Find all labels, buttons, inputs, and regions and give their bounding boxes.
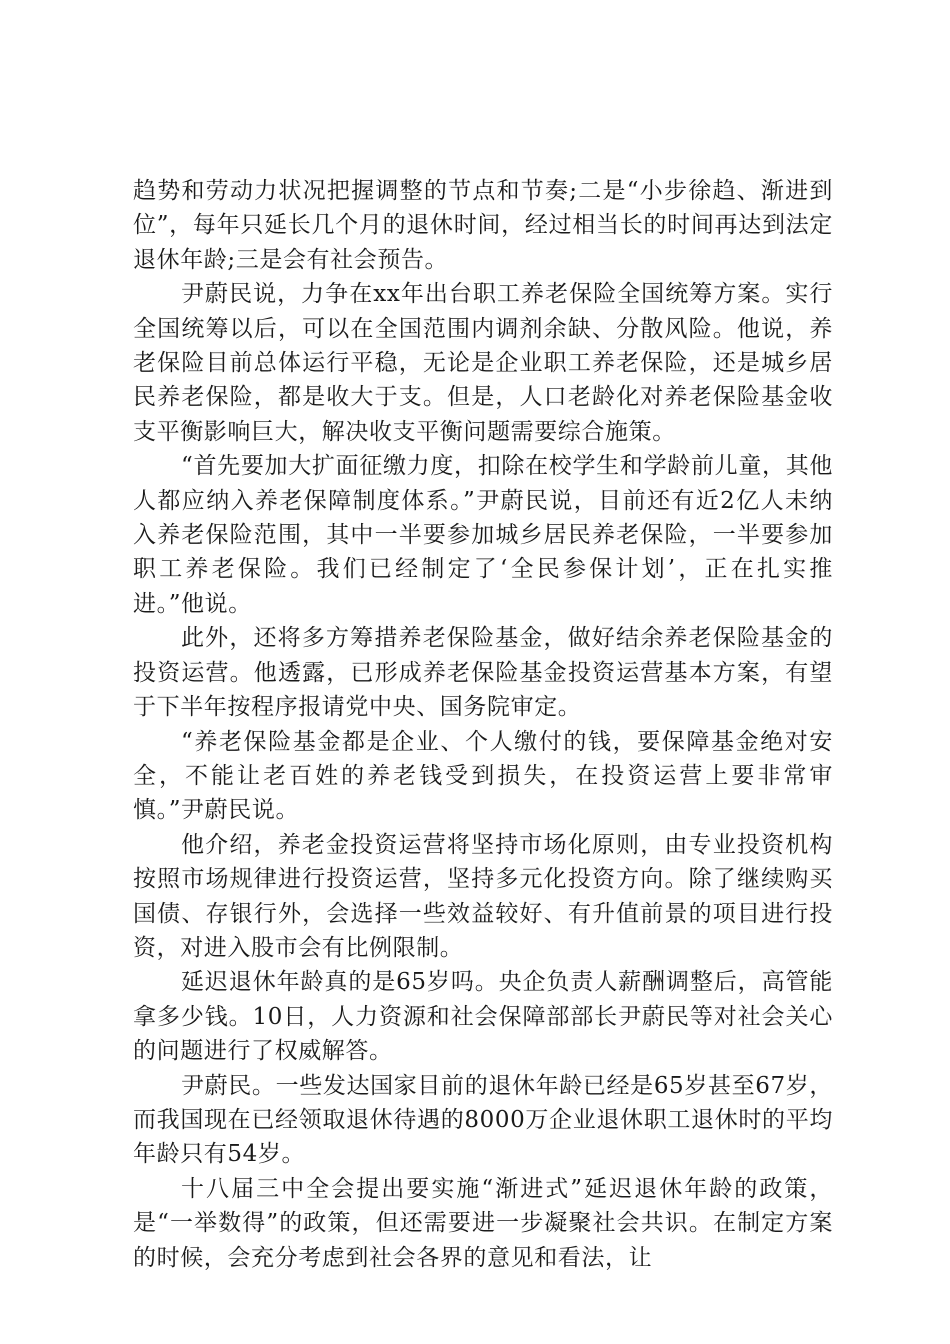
paragraph: 延迟退休年龄真的是65岁吗。央企负责人薪酬调整后，高管能拿多少钱。10日，人力资源和社会保障部部长尹蔚民等对社会关心的问题进行了权威解答。 [133, 969, 833, 1065]
paragraph: “养老保险基金都是企业、个人缴付的钱，要保障基金绝对安全，不能让老百姓的养老钱受到损失，在投资运营上要非常审慎。”尹蔚民说。 [133, 728, 833, 824]
paragraph: 此外，还将多方筹措养老保险基金，做好结余养老保险基金的投资运营。他透露，已形成养老保险基金投资运营基本方案，有望于下半年按程序报请党中央、国务院审定。 [133, 625, 833, 721]
paragraph: “首先要加大扩面征缴力度，扣除在校学生和学龄前儿童，其他人都应纳入养老保障制度体系。”尹蔚民说，目前还有近2亿人未纳入养老保险范围，其中一半要参加城乡居民养老保险，一半要参加职工养老保险。我们已经制定了‘全民参保计划’，正在扎实推进。”他说。 [133, 453, 833, 617]
paragraph: 趋势和劳动力状况把握调整的节点和节奏;二是“小步徐趋、渐进到位”，每年只延长几个月的退休时间，经过相当长的时间再达到法定退休年龄;三是会有社会预告。 [133, 178, 833, 273]
document-body [133, 174, 833, 1275]
paragraph: 尹蔚民。一些发达国家目前的退休年龄已经是65岁甚至67岁，而我国现在已经领取退休待遇的8000万企业退休职工退休时的平均年龄只有54岁。 [133, 1072, 833, 1168]
paragraph: 他介绍，养老金投资运营将坚持市场化原则，由专业投资机构按照市场规律进行投资运营，坚持多元化投资方向。除了继续购买国债、存银行外，会选择一些效益较好、有升值前景的项目进行投资，对进入股市会有比例限制。 [133, 831, 833, 961]
paragraph: 尹蔚民说，力争在xx年出台职工养老保险全国统筹方案。实行全国统筹以后，可以在全国范围内调剂余缺、分散风险。他说，养老保险目前总体运行平稳，无论是企业职工养老保险，还是城乡居民养老保险，都是收大于支。但是，人口老龄化对养老保险基金收支平衡影响巨大，解决收支平衡问题需要综合施策。 [133, 281, 833, 445]
paragraph: 十八届三中全会提出要实施“渐进式”延迟退休年龄的政策，是“一举数得”的政策，但还需要进一步凝聚社会共识。在制定方案的时候，会充分考虑到社会各界的意见和看法，让 [133, 1175, 833, 1271]
